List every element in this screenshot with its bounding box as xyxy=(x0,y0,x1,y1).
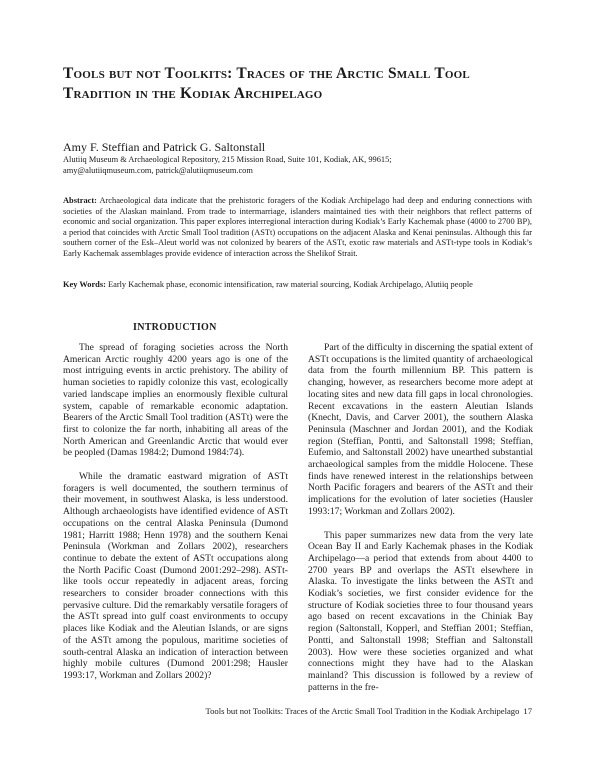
paragraph: Part of the difficulty in discerning the spatial extent of ASTt occupations is the limited quantity of archaeological data from the fourth millennium BP. This pattern is changing, however, as researchers become more adept at locating sites and new data fill gaps in local chronologies. Recent excavations in the eastern Aleutian Islands (Knecht, Davis, and Carver 2001), the southern Alaska Peninsula (Maschner and Jordan 2001), and the Kodiak region (Steffian, Pontti, and Saltonstall 1998; Steffian, Eufemio, and Saltonstall 2002) have unearthed substantial archaeological samples from the middle Holocene. These finds have renewed interest in the relationships between North Pacific foragers and bearers of the ASTt and their implications for the evolution of later societies (Hausler 1993:17; Workman and Zollars 2002). xyxy=(308,342,533,517)
affiliation-block xyxy=(63,155,533,176)
page-footer xyxy=(60,706,532,716)
right-column xyxy=(308,342,533,705)
abstract-label: Abstract: xyxy=(63,196,97,205)
paragraph: This paper summarizes new data from the very late Ocean Bay II and Early Kachemak phases in the Kodiak Archipelago—a period that extends from about 4400 to 2700 years BP and overlaps the ASTt elsewhere in Alaska. To investigate the links between the ASTt and Kodiak’s societies, we first consider evidence for the structure of Kodiak societies three to four thousand years ago based on recent excavations in the Chiniak Bay region (Saltonstall, Kopperl, and Steffian 2001; Steffian, Pontti, and Saltonstall 1998; Steffian and Saltonstall 2003). How were these societies organized and what connections might they have had to the Alaskan mainland? This discussion is followed by a review of patterns in the fre- xyxy=(308,529,533,693)
paragraph: While the dramatic eastward migration of ASTt foragers is well documented, the southern terminus of their movement, in southwest Alaska, is less understood. Although archaeologists have identified evidence of ASTt occupations on the central Alaska Peninsula (Dumond 1981; Harritt 1988; Henn 1978) and the southern Kenai Peninsula (Workman and Zollars 2002), researchers continue to debate the extent of ASTt occupations along the North Pacific Coast (Dumond 2001:292–298). ASTt-like tools occur repeatedly in adjacent areas, forcing researchers to consider broader connections with this pervasive culture. Did the remarkably versatile foragers of the ASTt spread into gulf coast environments to occupy places like Kodiak and the Aleutian Islands, or are signs of the ASTt among the populous, maritime societies of south-central Alaska an indication of interaction between highly mobile cultures (Dumond 2001:298; Hausler 1993:17, Workman and Zollars 2002)? xyxy=(63,471,288,681)
running-title: Tools but not Toolkits: Traces of the Arctic Small Tool Tradition in the Kodiak Archipelago xyxy=(205,706,520,716)
keywords xyxy=(63,280,532,291)
abstract xyxy=(63,196,532,260)
keywords-label: Key Words: xyxy=(63,280,106,289)
page-number: 17 xyxy=(523,706,532,716)
authors: Amy F. Steffian and Patrick G. Saltonstall xyxy=(63,140,266,154)
abstract-text: Archaeological data indicate that the prehistoric foragers of the Kodiak Archipelago had deep and enduring connections with societies of the Alaskan mainland. From trade to intermarriage, islanders maintained ties with their neighbors that reflect patterns of economic and social organization. This paper explores interregional interaction during Kodiak’s Early Kachemak phase (4000 to 2700 BP), a period that coincides with Arctic Small Tool tradition (ASTt) occupations on the adjacent Alaska and Kenai peninsulas. Although this far southern corner of the Esk–Aleut world was not colonized by bearers of the ASTt, exotic raw materials and ASTt-type tools in Kodiak’s Early Kachemak assemblages provide evidence of interaction across the Shelikof Strait. xyxy=(63,196,532,258)
section-heading-introduction: INTRODUCTION xyxy=(133,322,217,333)
article-title: Tools but not Toolkits: Traces of the Arctic Small Tool Tradition in the Kodiak Archipelago xyxy=(63,65,470,102)
affiliation: Alutiiq Museum & Archaeological Repository, 215 Mission Road, Suite 101, Kodiak, AK, 99615; xyxy=(63,155,392,164)
left-column xyxy=(63,342,288,694)
keywords-text: Early Kachemak phase, economic intensification, raw material sourcing, Kodiak Archipelago, Alutiiq people xyxy=(105,280,473,289)
paragraph: The spread of foraging societies across the North American Arctic roughly 4200 years ago is one of the most intriguing events in arctic prehistory. The ability of human societies to rapidly colonize this vast, ecologically varied landscape implies an enormously flexible cultural system, capable of remarkable economic adaptation. Bearers of the Arctic Small Tool tradition (ASTt) were the first to colonize the far north, inhabiting all areas of the North American and Greenlandic Arctic that would ever be peopled (Damas 1984:2; Dumond 1984:74). xyxy=(63,342,288,459)
author-emails: amy@alutiiqmuseum.com, patrick@alutiiqmuseum.com xyxy=(63,165,253,175)
